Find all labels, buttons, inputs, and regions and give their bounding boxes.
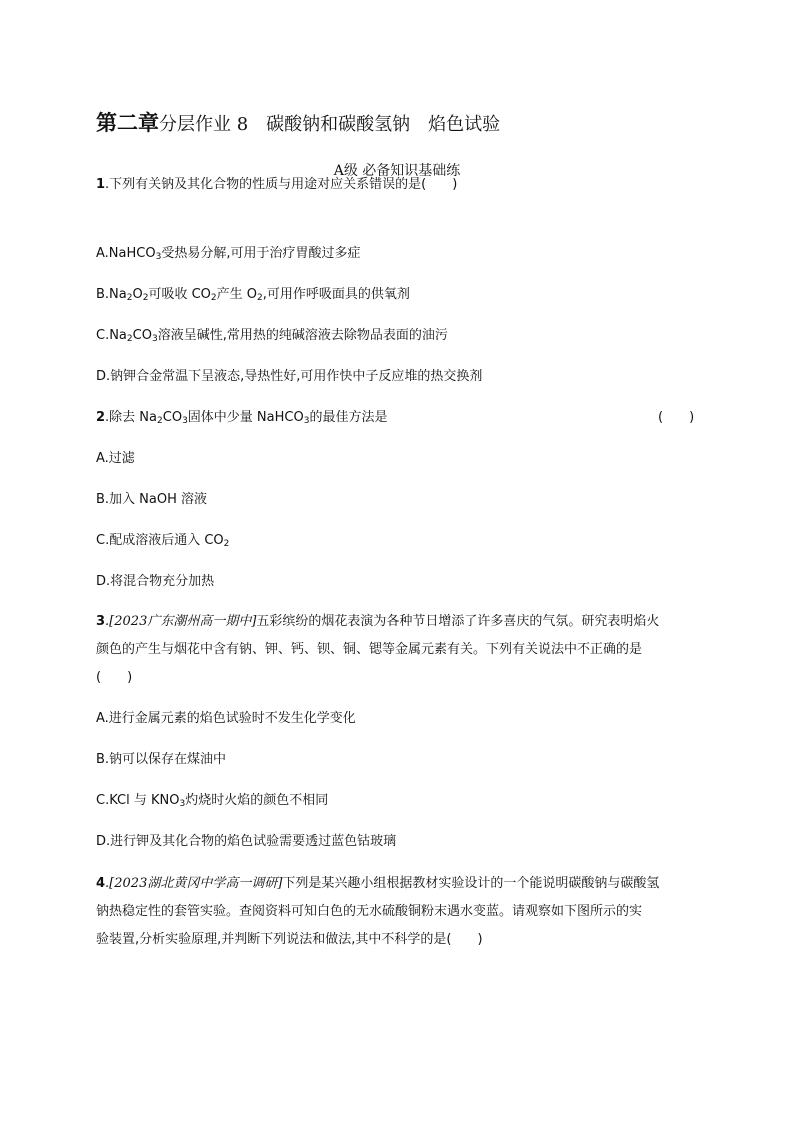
- assignment-title: 分层作业 8 碳酸钠和碳酸氢钠 焰色试验: [159, 114, 501, 135]
- question-3-option-a: A.进行金属元素的焰色试验时不发生化学变化: [96, 711, 356, 726]
- question-source: .[2023广东潮州高一期中]: [105, 614, 257, 629]
- question-number: 4: [96, 876, 106, 891]
- question-1-option-a: A.NaHCO$_3$受热易分解,可用于治疗胃酸过多症: [96, 246, 361, 262]
- question-2-option-d: D.将混合物充分加热: [96, 574, 215, 589]
- question-2-option-b: B.加入 NaOH 溶液: [96, 492, 208, 507]
- question-3-option-c: C.KCl 与 $KNO_3$灼烧时火焰的颜色不相同: [96, 793, 329, 809]
- question-number: 2: [96, 410, 106, 425]
- question-source: .[2023湖北黄冈中学高一调研]: [105, 876, 283, 891]
- page-title: [96, 108, 500, 140]
- question-1-option-d: D.钠钾合金常温下呈液态,导热性好,可用作快中子反应堆的热交换剂: [96, 369, 483, 384]
- question-3-option-d: D.进行钾及其化合物的焰色试验需要透过蓝色钴玻璃: [96, 834, 397, 849]
- chapter-label: 第二章: [96, 111, 159, 135]
- question-2-option-a: A.过滤: [96, 451, 135, 466]
- question-1-stem: 1.下列有关钠及其化合物的性质与用途对应关系错误的是( ): [96, 177, 458, 192]
- question-3-stem-line-2: 颜色的产生与烟花中含有钠、钾、钙、钡、铜、锶等金属元素有关。下列有关说法中不正确的是: [96, 642, 643, 657]
- question-2-stem: 2.除去 $Na_2CO_3$固体中少量 NaHCO$_3$的最佳方法是: [96, 410, 388, 426]
- question-4-stem-line-2: 钠热稳定性的套管实验。查阅资料可知白色的无水硫酸铜粉末遇水变蓝。请观察如下图所示的实: [96, 904, 643, 919]
- section-heading: A级 必备知识基础练: [333, 163, 461, 179]
- question-3-option-b: B.钠可以保存在煤油中: [96, 752, 227, 767]
- question-1-option-c: $C.Na_2CO_3$溶液呈碱性,常用热的纯碱溶液去除物品表面的油污: [96, 328, 448, 344]
- question-4-stem-line-3: 验装置,分析实验原理,并判断下列说法和做法,其中不科学的是( ): [96, 932, 483, 947]
- question-4-stem-line-1: 4.[2023湖北黄冈中学高一调研]下列是某兴趣小组根据教材实验设计的一个能说明碳酸钠与碳酸氢: [96, 876, 660, 891]
- question-3-stem-line-1: 3.[2023广东潮州高一期中]五彩缤纷的烟花表演为各种节日增添了许多喜庆的气氛。研究表明焰火: [96, 614, 660, 629]
- question-2-option-c: C.配成溶液后通入 $CO_2$: [96, 533, 230, 549]
- question-number: 1: [96, 177, 106, 192]
- answer-parentheses: ( ): [658, 410, 695, 425]
- question-number: 3: [96, 614, 106, 629]
- question-3-stem-line-3: ( ): [96, 670, 133, 685]
- question-1-option-b: $B.Na_2O_2$可吸收 $CO_2$产生 $O_2$,可用作呼吸面具的供氧剂: [96, 287, 410, 303]
